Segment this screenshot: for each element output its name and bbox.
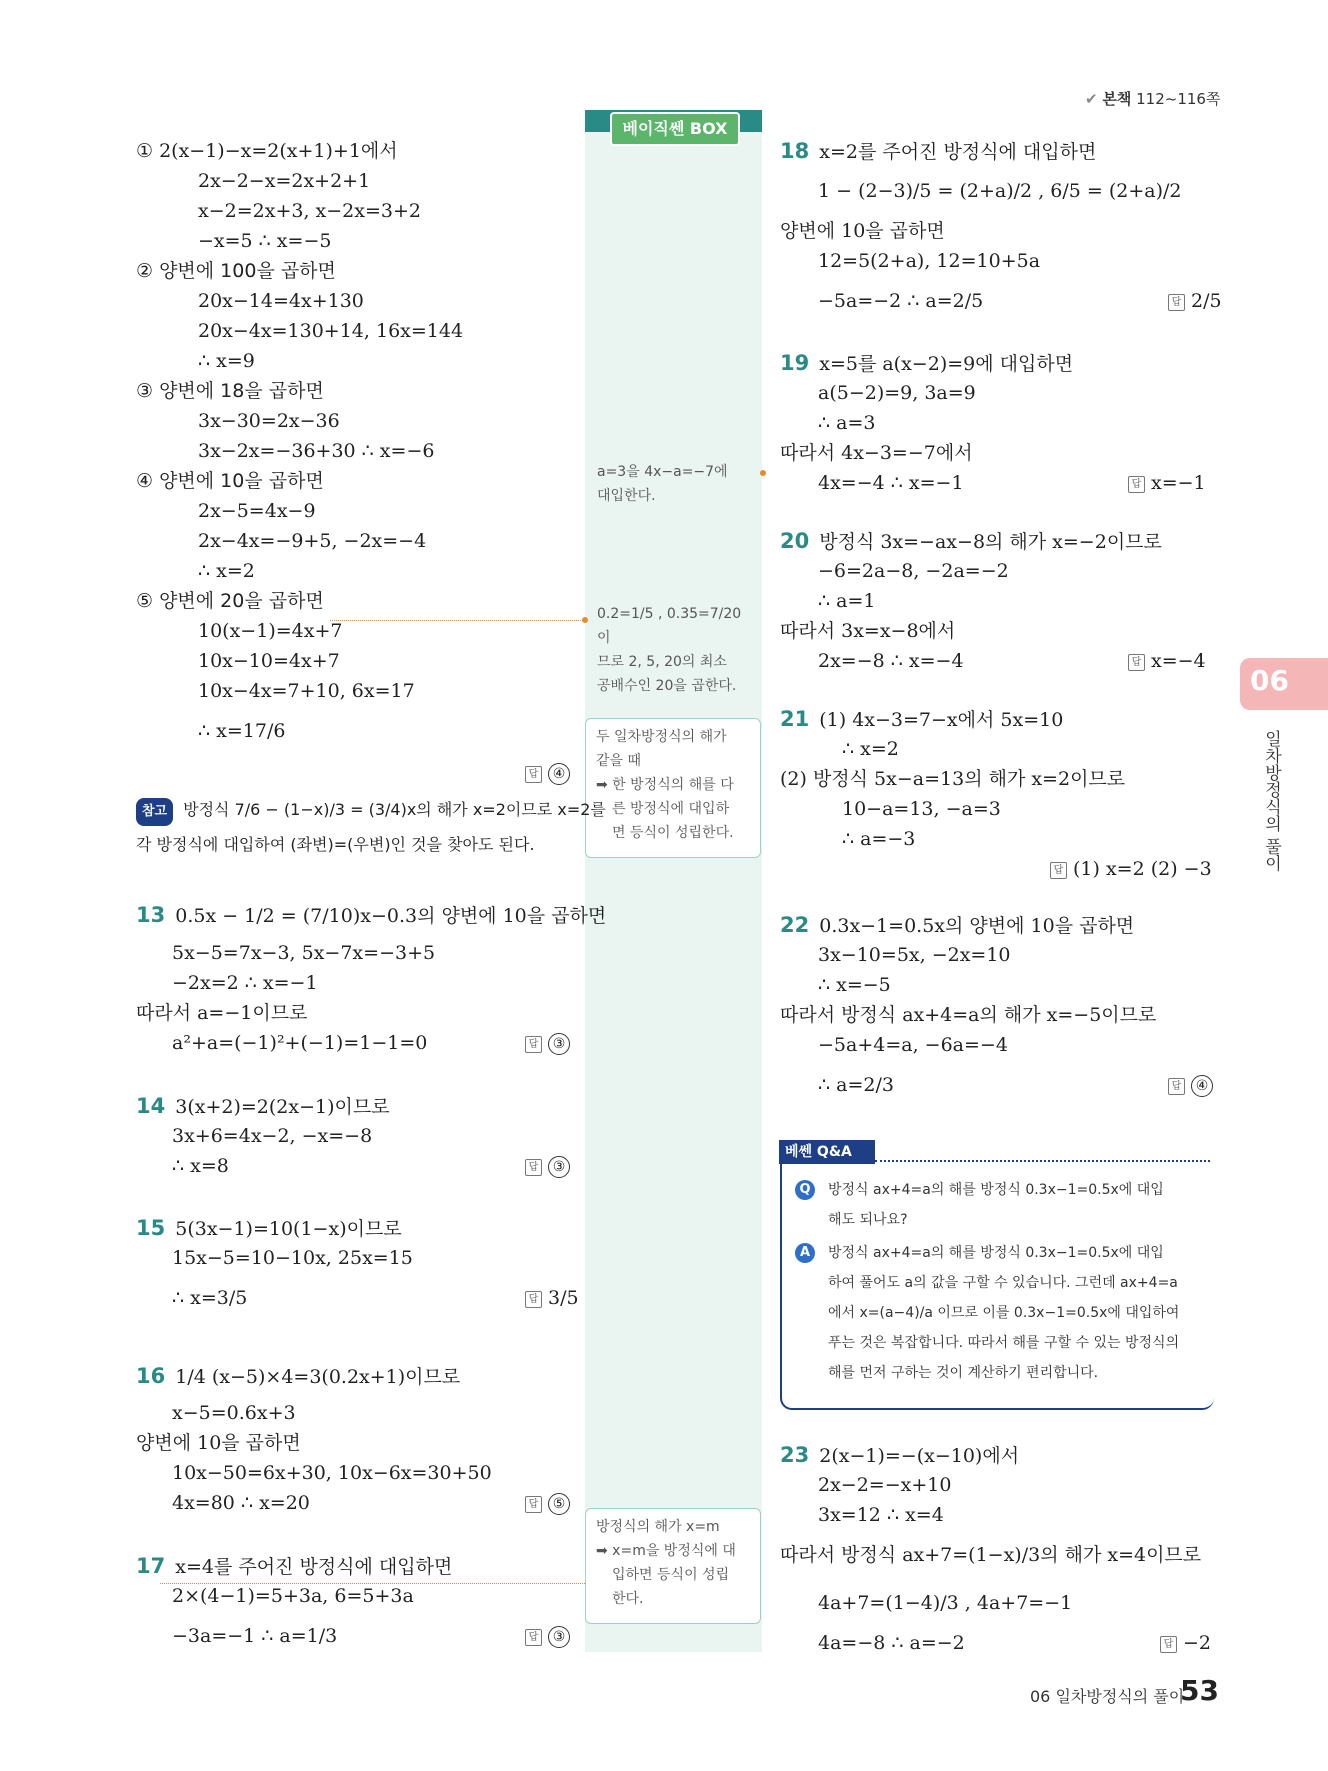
answer-15-value: 3/5: [548, 1287, 579, 1309]
answer-letter-icon: A: [795, 1243, 815, 1263]
problem-18-line: −5a=−2 ∴ a=2/5: [818, 290, 984, 312]
qa-answer: [828, 1238, 1214, 1388]
p12-part5-step: 10x−4x=7+10, 6x=17: [198, 680, 415, 702]
p12-part4-step: ∴ x=2: [198, 560, 255, 582]
problem-22-line: ∴ a=2/3: [818, 1074, 894, 1096]
qa-question: [828, 1175, 1214, 1235]
problem-22-number: 22: [780, 913, 810, 937]
problem-21: [780, 706, 1063, 733]
answer-mark-icon: 답: [1128, 654, 1145, 671]
answer-mark-icon: 답: [1128, 476, 1145, 493]
problem-23-number: 23: [780, 1443, 810, 1467]
problem-13-line: 5x−5=7x−3, 5x−7x=−3+5: [172, 942, 436, 964]
problem-17-line: 2×(4−1)=5+3a, 6=5+3a: [172, 1585, 414, 1607]
problem-18-line: 12=5(2+a), 12=10+5a: [818, 250, 1041, 272]
problem-23-line: 따라서 방정식 ax+7=(1−x)/3의 해가 x=4이므로: [780, 1544, 1202, 1566]
box-note-2: [597, 602, 753, 698]
answer-12-value: ④: [548, 763, 570, 785]
qa-answer-line-2: 하여 풀어도 a의 값을 구할 수 있습니다. 그런데 ax+4=a: [828, 1275, 1178, 1291]
basic-box-column: [585, 112, 762, 1652]
problem-16-number: 16: [136, 1364, 166, 1388]
problem-16-line: x−5=0.6x+3: [172, 1402, 296, 1424]
page-reference: [1085, 88, 1220, 109]
answer-mark-icon: 답: [525, 1291, 542, 1308]
problem-14-number: 14: [136, 1094, 166, 1118]
box-note-1-line-2: 대입한다.: [597, 488, 656, 504]
answer-19-value: x=−1: [1151, 472, 1206, 494]
answer-16-value: ⑤: [548, 1493, 570, 1515]
answer-19: [1128, 470, 1206, 496]
p12-part4-step: 2x−5=4x−9: [198, 500, 316, 522]
problem-15: [136, 1215, 402, 1242]
problem-20-line: ∴ a=1: [818, 590, 876, 612]
p12-part3-step: 3x−30=2x−36: [198, 410, 340, 432]
problem-13: [136, 902, 606, 929]
answer-18: [1168, 288, 1222, 314]
problem-17-number: 17: [136, 1554, 166, 1578]
problem-13-line: 따라서 a=−1이므로: [136, 1002, 308, 1024]
box-note-2-line-1: 0.2=1/5 , 0.35=7/20 이: [597, 606, 742, 646]
problem-13-number: 13: [136, 903, 166, 927]
problem-17-line: −3a=−1 ∴ a=1/3: [172, 1625, 338, 1647]
p12-part2-step: 20x−4x=130+14, 16x=144: [198, 320, 464, 342]
qa-question-line-2: 해도 되나요?: [828, 1212, 908, 1228]
problem-22: [780, 912, 1134, 939]
answer-22: [1168, 1072, 1213, 1098]
answer-20: [1128, 648, 1206, 674]
problem-14: [136, 1093, 390, 1120]
reference-line-1: 방정식 7/6 − (1−x)/3 = (3/4)x의 해가 x=2이므로 x=2를: [183, 800, 606, 819]
connector-dot: [760, 470, 766, 476]
chapter-number: 06: [1250, 664, 1289, 697]
check-circle-icon: ✔: [1085, 90, 1098, 108]
problem-22-line: 0.3x−1=0.5x의 양변에 10을 곱하면: [819, 915, 1135, 937]
p12-part3-step: 3x−2x=−36+30 ∴ x=−6: [198, 440, 435, 462]
box-note-1: [597, 460, 753, 508]
basic-box-title: 베이직쎈 BOX: [610, 112, 740, 146]
box-note-4-line-3: 입하면 등식이 성립: [612, 1567, 730, 1583]
p12-part1-step: x−2=2x+3, x−2x=3+2: [198, 200, 421, 222]
chapter-title-vertical: 일차방정식의 풀이: [1261, 730, 1281, 872]
box-note-3-line-5: 면 등식이 성립한다.: [612, 825, 734, 841]
problem-23-line: 4a+7=(1−4)/3 , 4a+7=−1: [818, 1592, 1073, 1614]
problem-22-line: −5a+4=a, −6a=−4: [818, 1034, 1008, 1056]
ref-pages: 112~116쪽: [1136, 90, 1221, 108]
problem-19-line: 4x=−4 ∴ x=−1: [818, 472, 964, 494]
problem-15-line: 5(3x−1)=10(1−x)이므로: [175, 1218, 402, 1240]
problem-23-line: 2(x−1)=−(x−10)에서: [819, 1445, 1020, 1467]
box-note-1-line-1: a=3을 4x−a=−7에: [597, 464, 728, 480]
p12-part4-step: 2x−4x=−9+5, −2x=−4: [198, 530, 427, 552]
problem-21-line: (1) 4x−3=7−x에서 5x=10: [819, 709, 1064, 731]
answer-mark-icon: 답: [1168, 294, 1185, 311]
answer-mark-icon: 답: [525, 766, 542, 783]
problem-22-line: 따라서 방정식 ax+4=a의 해가 x=−5이므로: [780, 1004, 1157, 1026]
box-note-4-line-2: ➡ x=m을 방정식에 대: [596, 1543, 736, 1559]
answer-mark-icon: 답: [525, 1496, 542, 1513]
problem-20-line: 따라서 3x=x−8에서: [780, 620, 956, 642]
problem-21-line: ∴ a=−3: [842, 828, 916, 850]
problem-20: [780, 528, 1162, 555]
problem-16-line: 10x−50=6x+30, 10x−6x=30+50: [172, 1462, 492, 1484]
problem-19-line: a(5−2)=9, 3a=9: [818, 382, 976, 404]
problem-14-line: 3x+6=4x−2, −x=−8: [172, 1125, 373, 1147]
p12-part5-step: ∴ x=17/6: [198, 720, 286, 742]
qa-answer-line-1: 방정식 ax+4=a의 해를 방정식 0.3x−1=0.5x에 대입: [828, 1245, 1164, 1261]
problem-23-line: 4a=−8 ∴ a=−2: [818, 1632, 965, 1654]
problem-21-number: 21: [780, 707, 810, 731]
problem-23-line: 3x=12 ∴ x=4: [818, 1504, 944, 1526]
problem-14-line: 3(x+2)=2(2x−1)이므로: [175, 1096, 390, 1118]
problem-23: [780, 1442, 1019, 1469]
p12-part5-step: 10x−10=4x+7: [198, 650, 340, 672]
box-note-3-line-3: ➡ 한 방정식의 해를 다: [596, 777, 734, 793]
box-note-3-line-2: 같을 때: [596, 753, 642, 769]
answer-23-value: −2: [1183, 1632, 1212, 1654]
reference-note: [136, 797, 606, 826]
p12-part2: ② 양변에 100을 곱하면: [136, 260, 336, 282]
answer-23: [1160, 1630, 1211, 1656]
qa-answer-line-3: 에서 x=(a−4)/a 이므로 이를 0.3x−1=0.5x에 대입하여: [828, 1305, 1180, 1321]
problem-20-line: 2x=−8 ∴ x=−4: [818, 650, 964, 672]
p12-part4: ④ 양변에 10을 곱하면: [136, 470, 324, 492]
qa-divider: [875, 1160, 1210, 1162]
answer-17: [525, 1623, 570, 1649]
problem-13-line: 0.5x − 1/2 = (7/10)x−0.3의 양변에 10을 곱하면: [175, 905, 607, 927]
connector-dot: [582, 617, 588, 623]
problem-19-line: x=5를 a(x−2)=9에 대입하면: [819, 353, 1074, 375]
box-note-3-line-4: 른 방정식에 대입하: [612, 801, 730, 817]
answer-18-value: 2/5: [1191, 290, 1222, 312]
problem-15-number: 15: [136, 1216, 166, 1240]
p12-part3: ③ 양변에 18을 곱하면: [136, 380, 324, 402]
problem-21-line: (2) 방정식 5x−a=13의 해가 x=2이므로: [780, 768, 1126, 790]
box-note-4-line-4: 한다.: [612, 1591, 644, 1607]
problem-20-number: 20: [780, 529, 810, 553]
page-number: 53: [1180, 1674, 1219, 1707]
problem-21-line: ∴ x=2: [842, 738, 899, 760]
answer-20-value: x=−4: [1151, 650, 1206, 672]
problem-19: [780, 350, 1073, 377]
qa-answer-line-5: 해를 먼저 구하는 것이 계산하기 편리합니다.: [828, 1365, 1099, 1381]
problem-19-line: 따라서 4x−3=−7에서: [780, 442, 973, 464]
problem-13-line: a²+a=(−1)²+(−1)=1−1=0: [172, 1032, 428, 1054]
problem-13-line: −2x=2 ∴ x=−1: [172, 972, 318, 994]
problem-18-line: 양변에 10을 곱하면: [780, 220, 945, 242]
problem-19-number: 19: [780, 351, 810, 375]
qa-question-line-1: 방정식 ax+4=a의 해를 방정식 0.3x−1=0.5x에 대입: [828, 1182, 1164, 1198]
problem-23-line: 2x−2=−x+10: [818, 1474, 952, 1496]
answer-mark-icon: 답: [1168, 1078, 1185, 1095]
reference-label: 참고: [136, 798, 173, 826]
answer-mark-icon: 답: [525, 1036, 542, 1053]
problem-16-line: 양변에 10을 곱하면: [136, 1432, 301, 1454]
p12-part1: ① 2(x−1)−x=2(x+1)+1에서: [136, 140, 398, 162]
problem-19-line: ∴ a=3: [818, 412, 876, 434]
problem-22-line: ∴ x=−5: [818, 974, 891, 996]
reference-line-2: 각 방정식에 대입하여 (좌변)=(우변)인 것을 찾아도 된다.: [136, 835, 535, 854]
problem-18-number: 18: [780, 139, 810, 163]
box-note-4: [585, 1508, 761, 1624]
box-note-4-line-1: 방정식의 해가 x=m: [596, 1519, 720, 1535]
problem-20-line: −6=2a−8, −2a=−2: [818, 560, 1009, 582]
problem-16: [136, 1363, 460, 1390]
box-note-2-line-2: 므로 2, 5, 20의 최소: [597, 654, 727, 670]
footer-title: 06 일차방정식의 풀이: [1030, 1687, 1185, 1706]
p12-part2-step: 20x−14=4x+130: [198, 290, 364, 312]
problem-18-line: 1 − (2−3)/5 = (2+a)/2 , 6/5 = (2+a)/2: [818, 180, 1182, 202]
problem-15-line: 15x−5=10−10x, 25x=15: [172, 1247, 413, 1269]
p12-part5-step: 10(x−1)=4x+7: [198, 620, 343, 642]
box-note-3: [585, 718, 761, 858]
answer-21: [1050, 856, 1212, 882]
question-mark-icon: Q: [795, 1180, 815, 1200]
problem-18-line: x=2를 주어진 방정식에 대입하면: [819, 141, 1097, 163]
answer-21-value: (1) x=2 (2) −3: [1073, 858, 1212, 880]
answer-14: [525, 1153, 570, 1179]
problem-17: [136, 1553, 452, 1580]
problem-17-line: x=4를 주어진 방정식에 대입하면: [175, 1556, 453, 1578]
answer-13: [525, 1030, 570, 1056]
problem-20-line: 방정식 3x=−ax−8의 해가 x=−2이므로: [819, 531, 1162, 553]
ref-label: 본책: [1102, 90, 1132, 108]
problem-14-line: ∴ x=8: [172, 1155, 229, 1177]
qa-answer-line-4: 푸는 것은 복잡합니다. 따라서 해를 구할 수 있는 방정식의: [828, 1335, 1180, 1351]
p12-part2-step: ∴ x=9: [198, 350, 255, 372]
answer-mark-icon: 답: [1160, 1636, 1177, 1653]
answer-mark-icon: 답: [525, 1629, 542, 1646]
answer-12: [525, 760, 570, 786]
answer-17-value: ③: [548, 1626, 570, 1648]
connector-line: [330, 620, 585, 621]
answer-mark-icon: 답: [525, 1159, 542, 1176]
answer-mark-icon: 답: [1050, 862, 1067, 879]
problem-16-line: 1/4 (x−5)×4=3(0.2x+1)이므로: [175, 1366, 461, 1388]
problem-21-line: 10−a=13, −a=3: [842, 798, 1001, 820]
box-note-2-line-3: 공배수인 20을 곱한다.: [597, 678, 737, 694]
problem-15-line: ∴ x=3/5: [172, 1287, 248, 1309]
p12-part1-step: −x=5 ∴ x=−5: [198, 230, 332, 252]
answer-22-value: ④: [1191, 1075, 1213, 1097]
problem-18: [780, 138, 1096, 165]
box-note-3-line-1: 두 일차방정식의 해가: [596, 729, 727, 745]
answer-13-value: ③: [548, 1033, 570, 1055]
p12-part5: ⑤ 양변에 20을 곱하면: [136, 590, 324, 612]
answer-16: [525, 1490, 570, 1516]
qa-label: 베쎈 Q&A: [779, 1140, 875, 1164]
p12-part1-step: 2x−2−x=2x+2+1: [198, 170, 371, 192]
problem-16-line: 4x=80 ∴ x=20: [172, 1492, 310, 1514]
problem-22-line: 3x−10=5x, −2x=10: [818, 944, 1011, 966]
answer-14-value: ③: [548, 1156, 570, 1178]
answer-15: [525, 1285, 579, 1311]
